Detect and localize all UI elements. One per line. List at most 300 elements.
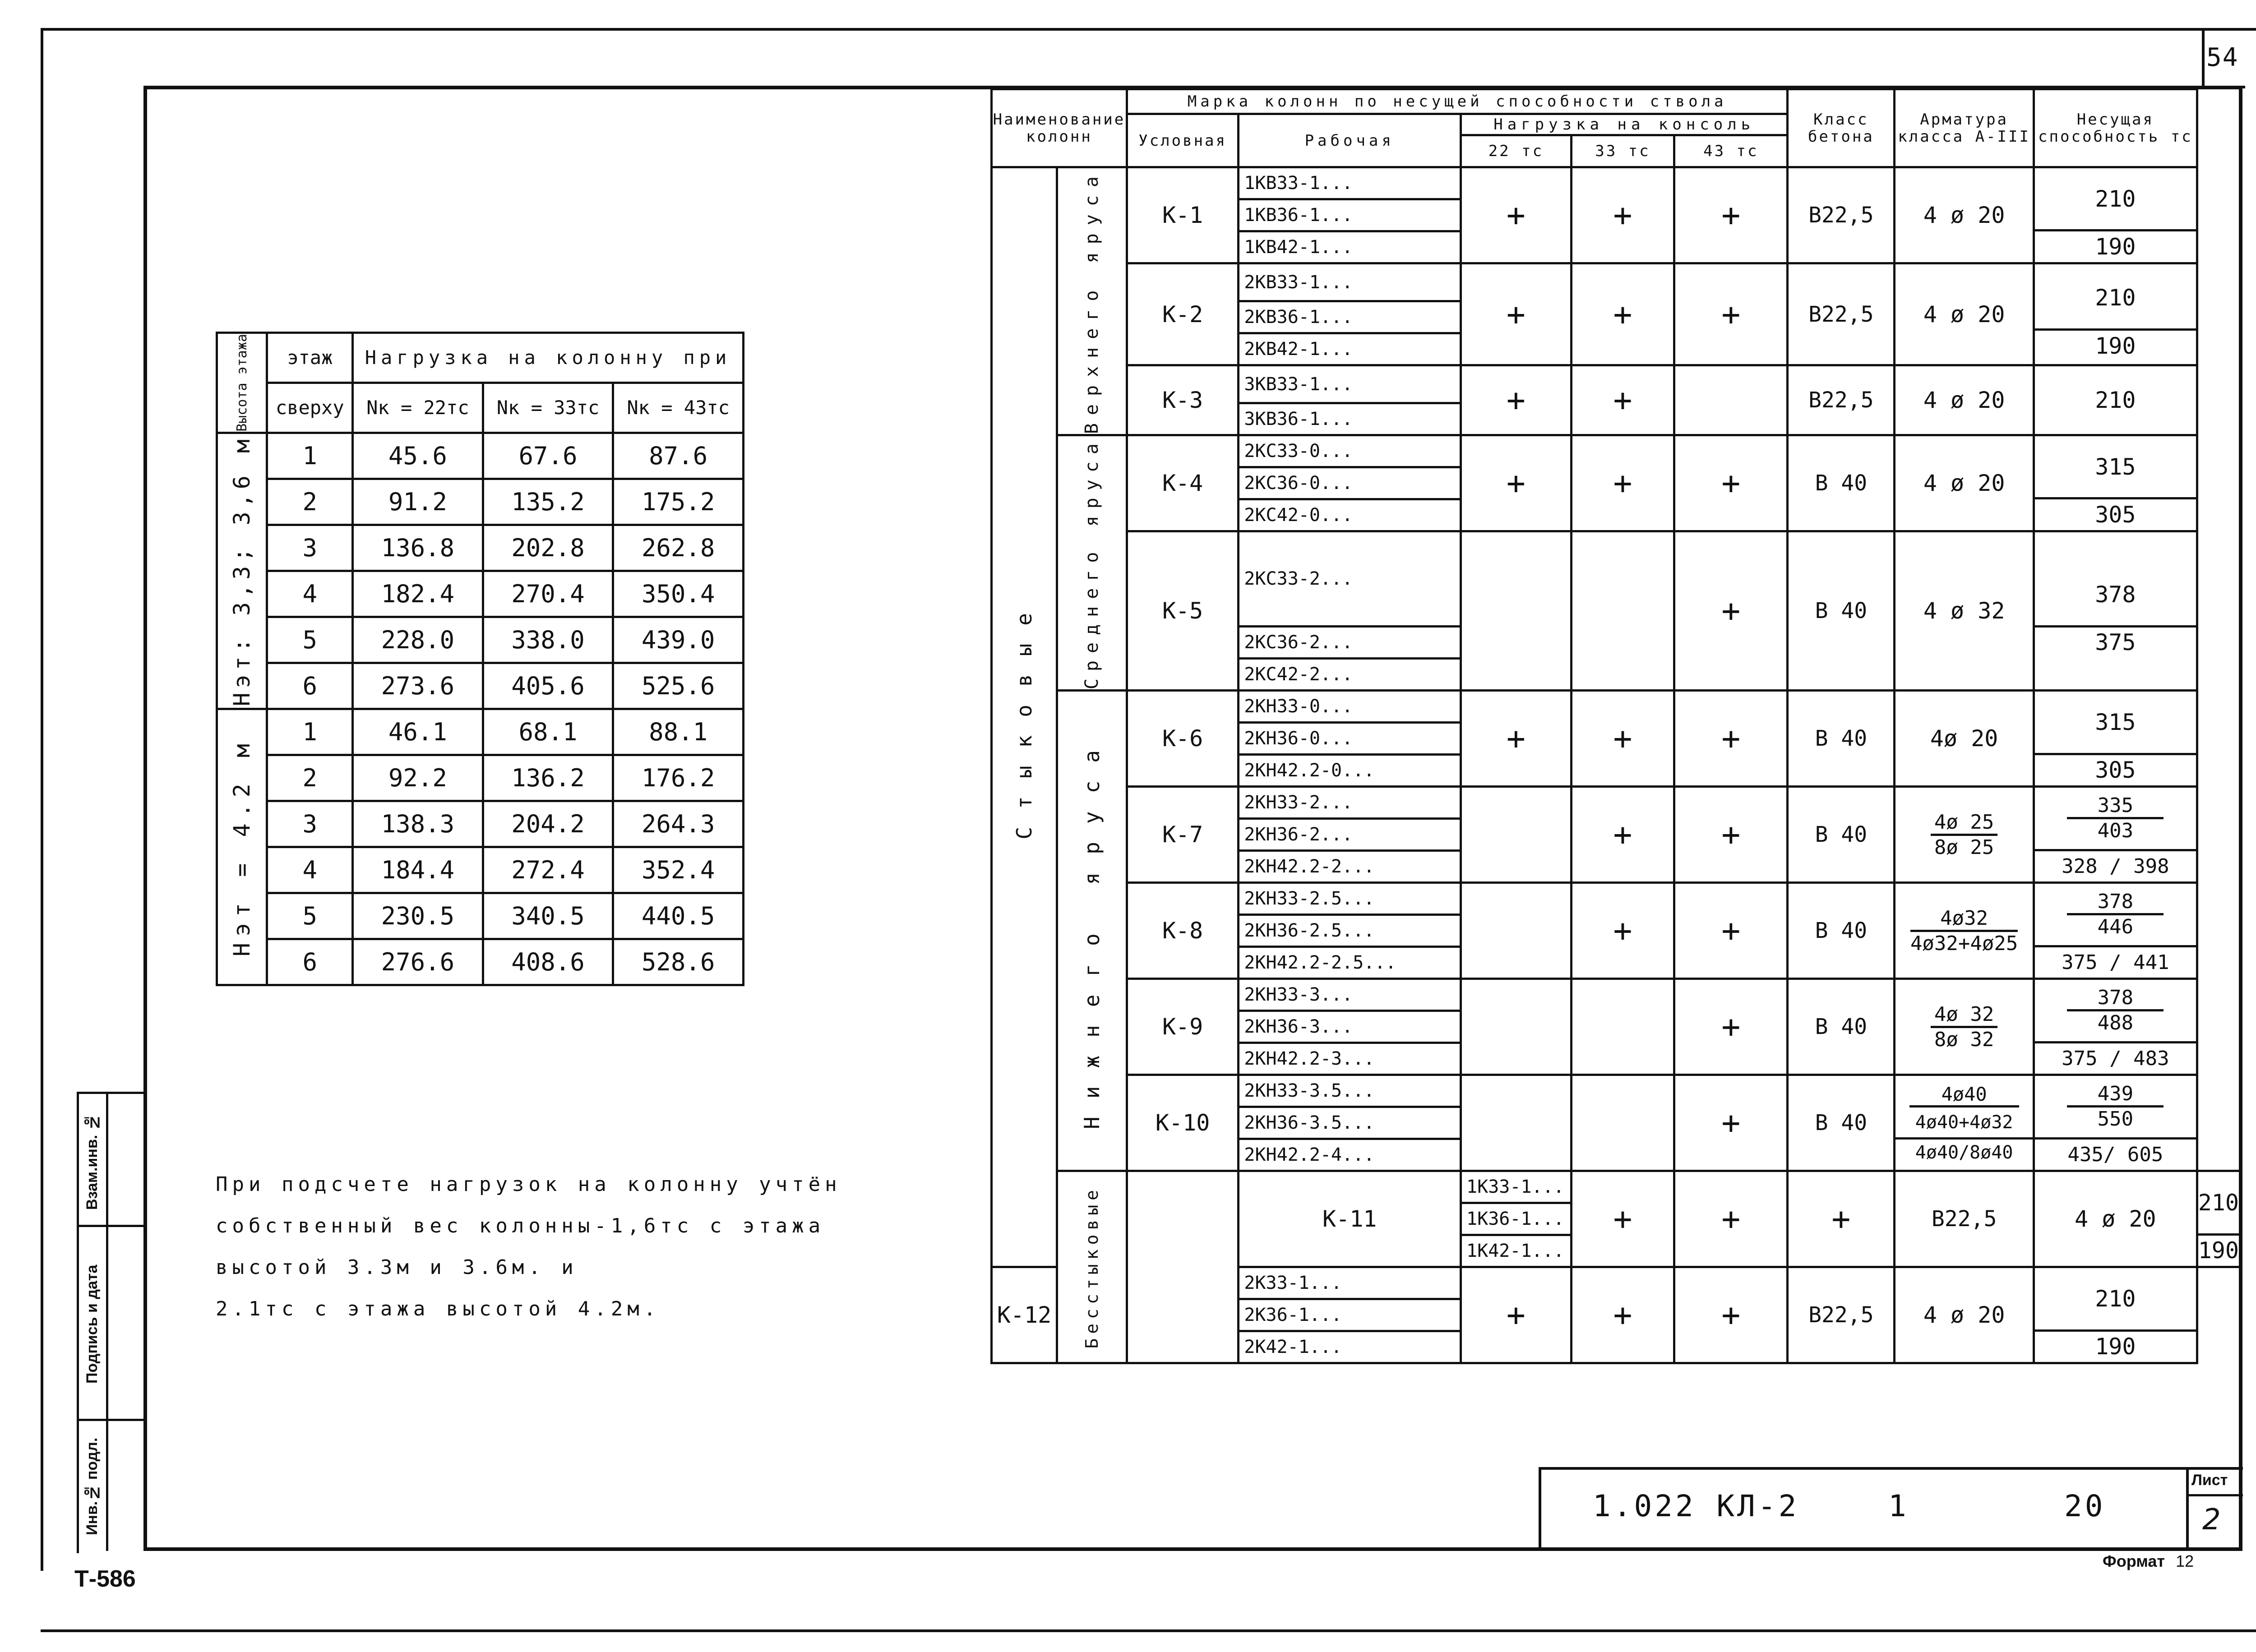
working-mark: 2КН33-0...: [1239, 691, 1461, 723]
capacity-cell: [2034, 365, 2197, 435]
console-load-c22: [1461, 531, 1572, 691]
load-table-header-row-1: [217, 333, 744, 383]
console-load-c22: +: [1461, 263, 1572, 365]
table-row: [217, 617, 744, 663]
table-row: [992, 691, 2240, 723]
header-floor-b: сверху: [267, 383, 353, 433]
console-load-c43: +: [1674, 263, 1788, 365]
header-n33: Nк = 33тс: [483, 383, 613, 433]
bottom-left-code: Т-586: [74, 1566, 136, 1592]
capacity-stack: [2035, 1268, 2196, 1362]
working-mark: 1КВ33-1...: [1239, 167, 1461, 199]
console-load-c33: +: [1571, 883, 1674, 979]
conditional-mark: К-10: [1127, 1075, 1239, 1171]
table-row: [992, 1171, 2240, 1203]
console-load-c43: +: [1674, 883, 1788, 979]
working-mark: 2КН42.2-4...: [1239, 1139, 1461, 1171]
capacity-stack: [2035, 884, 2196, 978]
capacity-cell: [2034, 787, 2197, 883]
working-mark: 2КН42.2-2.5...: [1239, 947, 1461, 979]
console-load-c33: [1571, 979, 1674, 1075]
capacity-stack: [2035, 788, 2196, 881]
format-value: 12: [2176, 1552, 2194, 1570]
concrete-class: В 40: [1788, 531, 1895, 691]
capacity-top: 210: [2198, 1189, 2239, 1216]
conditional-mark: К-6: [1127, 691, 1239, 787]
rebar-cell: [1895, 531, 2034, 691]
console-load-c33: +: [1571, 1267, 1674, 1363]
rebar-mid: 4ø40+4ø32: [1915, 1112, 2013, 1133]
floor-cell: 1: [267, 709, 353, 755]
header-floor-a: этаж: [267, 333, 353, 383]
floor-cell: 5: [267, 893, 353, 939]
rebar-fraction: [1931, 811, 1997, 859]
working-mark: 1К42-1...: [1461, 1235, 1572, 1267]
capacity-mid: 403: [2097, 819, 2134, 843]
load-cell: 184.4: [353, 847, 483, 893]
load-cell: 138.3: [353, 801, 483, 847]
rebar-top: 4ø40: [1909, 1083, 2019, 1107]
load-cell: 136.2: [483, 755, 613, 801]
concrete-class: В22,5: [1895, 1171, 2034, 1267]
capacity-cell: [2034, 263, 2197, 365]
rebar-top: 4ø 32: [1931, 1003, 1997, 1028]
floor-cell: 4: [267, 571, 353, 617]
load-cell: 182.4: [353, 571, 483, 617]
rebar-cell: [2034, 1171, 2197, 1267]
rebar-value: 4 ø 32: [1923, 598, 2005, 624]
rebar-value: 4 ø 20: [1923, 301, 2005, 328]
console-load-c22: [1461, 979, 1572, 1075]
load-cell: 338.0: [483, 617, 613, 663]
capacity-bot: 305: [2035, 753, 2196, 786]
table-row: [992, 1075, 2240, 1107]
rebar-cell: [1895, 883, 2034, 979]
note-line: собственный вес колонны-1,6тс с этажа: [216, 1214, 825, 1237]
side-stamp-label-original: Инв.№ подл.: [83, 1437, 101, 1536]
load-cell: 276.6: [353, 939, 483, 985]
console-load-c33: +: [1571, 263, 1674, 365]
working-mark: 2КН36-3.5...: [1239, 1107, 1461, 1139]
working-mark: 2КН42.2-2...: [1239, 851, 1461, 883]
table-row: [217, 433, 744, 479]
load-cell: 202.8: [483, 525, 613, 571]
header-n22: Nк = 22тс: [353, 383, 483, 433]
sheet-label: Лист: [2191, 1472, 2228, 1489]
capacity-top: 439: [2067, 1082, 2164, 1107]
capacity-cell: [2034, 167, 2197, 263]
load-cell: 176.2: [613, 755, 744, 801]
header-console-load: Нагрузка на консоль: [1461, 114, 1788, 135]
rebar-value: 4 ø 20: [1923, 470, 2005, 497]
side-stamp: [77, 1092, 147, 1553]
conditional-mark: К-4: [1127, 435, 1239, 531]
group-stykovye: [992, 167, 1057, 1267]
table-row: [217, 709, 744, 755]
header-22tc: 22 тс: [1461, 135, 1572, 167]
rebar-cell: [1895, 435, 2034, 531]
table-row: [992, 979, 2240, 1011]
capacity-bot: 305: [2035, 497, 2196, 530]
tier-lower: [1057, 691, 1127, 1171]
rebar-bot: 4ø32+4ø25: [1910, 932, 2018, 955]
header-floor-height: Высота этажа: [217, 333, 267, 433]
rebar-cell: [1895, 167, 2034, 263]
console-load-c43: +: [1674, 979, 1788, 1075]
table-row: [992, 263, 2240, 301]
concrete-class: В 40: [1788, 1075, 1895, 1171]
conditional-mark: К-3: [1127, 365, 1239, 435]
group1-height-label: Нэт: 3,3; 3,6 м: [217, 433, 267, 709]
group-stykovye-label: Стыковые: [1012, 595, 1036, 840]
header-mark: Марка колонн по несущей способности ствола: [1127, 89, 1788, 114]
note-line: При подсчете нагрузок на колонну учтён: [216, 1173, 841, 1196]
group-besstykovye: [1057, 1171, 1127, 1363]
working-mark: 2КС36-2...: [1239, 627, 1461, 659]
rebar-value: 4 ø 20: [1923, 1302, 2005, 1329]
column-marks-table: [990, 88, 2241, 1364]
table-row: [217, 755, 744, 801]
conditional-mark: К-7: [1127, 787, 1239, 883]
header-working: Рабочая: [1239, 114, 1461, 167]
working-mark: 2КН42.2-3...: [1239, 1043, 1461, 1075]
format-label-text: Формат: [2103, 1552, 2165, 1570]
calculation-note: [216, 1164, 892, 1330]
capacity-bot: 190: [2035, 1329, 2196, 1362]
working-mark: 2КС33-0...: [1239, 435, 1461, 467]
load-cell: 88.1: [613, 709, 744, 755]
table-row: [992, 167, 2240, 199]
table-row: [217, 847, 744, 893]
load-cell: 91.2: [353, 479, 483, 525]
capacity-bot: 328 / 398: [2035, 849, 2196, 882]
table-row: [992, 787, 2240, 819]
working-mark: 2КС42-2...: [1239, 659, 1461, 691]
note-line: высотой 3.3м и 3.6м. и: [216, 1256, 578, 1279]
tier-empty: [1127, 1171, 1239, 1363]
working-mark: 2КС36-0...: [1239, 467, 1461, 499]
capacity-top: 378: [2067, 986, 2164, 1011]
load-cell: 204.2: [483, 801, 613, 847]
console-load-c43: +: [1674, 167, 1788, 263]
capacity-cell: [2034, 1267, 2197, 1363]
floor-cell: 1: [267, 433, 353, 479]
capacity-cell: [2034, 435, 2197, 531]
conditional-mark: К-1: [1127, 167, 1239, 263]
console-load-c22: [1461, 883, 1572, 979]
load-cell: 87.6: [613, 433, 744, 479]
working-mark: 2КВ42-1...: [1239, 333, 1461, 365]
rebar-cell: [1895, 263, 2034, 365]
load-cell: 350.4: [613, 571, 744, 617]
capacity-bot: 375: [2035, 625, 2196, 658]
table-row: [217, 525, 744, 571]
working-mark: 2К36-1...: [1239, 1299, 1461, 1331]
floor-cell: 5: [267, 617, 353, 663]
console-load-c43: +: [1674, 1075, 1788, 1171]
load-cell: 408.6: [483, 939, 613, 985]
capacity-mid: 446: [2097, 915, 2134, 939]
capacity-stack: [2035, 1076, 2196, 1170]
capacity-cell: [2034, 979, 2197, 1075]
capacity-top: 378: [2067, 890, 2164, 915]
working-mark: 2КН33-2.5...: [1239, 883, 1461, 915]
table-row: [217, 939, 744, 985]
capacity-cell: [2197, 1171, 2240, 1267]
load-cell: 440.5: [613, 893, 744, 939]
rebar-cell: [1895, 1075, 2034, 1171]
capacity-stack: [2035, 564, 2196, 658]
format-label: [2103, 1552, 2194, 1571]
table-row: [992, 531, 2240, 627]
sheet-value: 2: [2202, 1503, 2221, 1537]
concrete-class: В22,5: [1788, 167, 1895, 263]
rebar-fraction: [1931, 1003, 1997, 1051]
working-mark: 2КВ36-1...: [1239, 301, 1461, 333]
rebar-value: 4 ø 20: [1923, 202, 2005, 228]
console-load-c33: +: [1571, 365, 1674, 435]
working-mark: 3КВ36-1...: [1239, 403, 1461, 435]
capacity-stack: [2198, 1172, 2239, 1266]
console-load-c33: +: [1571, 691, 1674, 787]
conditional-mark: К-9: [1127, 979, 1239, 1075]
load-cell: 92.2: [353, 755, 483, 801]
table-row: [217, 571, 744, 617]
console-load-c22: +: [1461, 1267, 1572, 1363]
working-mark: 2К42-1...: [1239, 1331, 1461, 1363]
tier-upper: [1057, 167, 1127, 435]
capacity-cell: [2034, 531, 2197, 691]
load-cell: 136.8: [353, 525, 483, 571]
load-cell: 352.4: [613, 847, 744, 893]
console-load-c43: +: [1674, 435, 1788, 531]
working-mark: 2К33-1...: [1239, 1267, 1461, 1299]
conditional-mark: К-12: [992, 1267, 1057, 1363]
capacity-bot: 190: [2198, 1233, 2239, 1266]
header-load: Нагрузка на колонну при: [353, 333, 744, 383]
sheet-box: [2186, 1467, 2243, 1548]
stamp-code: 1.022 КЛ-2: [1593, 1489, 1799, 1523]
capacity-stack: [2035, 980, 2196, 1074]
stamp-number: 20: [2064, 1489, 2106, 1523]
floor-cell: 4: [267, 847, 353, 893]
rebar-top: 4ø 25: [1931, 811, 1997, 836]
rebar-cell: [1895, 979, 2034, 1075]
rebar-value: 4 ø 20: [1923, 387, 2005, 414]
capacity-bot: 375 / 441: [2035, 945, 2196, 978]
side-stamp-label-signature: Подпись и дата: [83, 1264, 101, 1384]
note-line: 2.1тс с этажа высотой 4.2м.: [216, 1297, 661, 1320]
working-mark: 2КН33-3.5...: [1239, 1075, 1461, 1107]
conditional-mark: К-5: [1127, 531, 1239, 691]
working-mark: 2КС42-0...: [1239, 499, 1461, 531]
rebar-cell: [1895, 365, 2034, 435]
console-load-c22: +: [1461, 691, 1572, 787]
working-mark: 2КН36-2.5...: [1239, 915, 1461, 947]
side-stamp-label-replaced: Взам.инв. №: [83, 1113, 101, 1210]
tier-upper-label: Верхнего яруса: [1081, 168, 1102, 434]
load-cell: 528.6: [613, 939, 744, 985]
capacity-cell: [2034, 691, 2197, 787]
floor-cell: 2: [267, 479, 353, 525]
header-n43: Nк = 43тс: [613, 383, 744, 433]
floor-cell: 3: [267, 525, 353, 571]
working-mark: 1КВ42-1...: [1239, 231, 1461, 263]
capacity-top: 210: [2095, 1285, 2136, 1312]
load-cell: 68.1: [483, 709, 613, 755]
header-conditional: Условная: [1127, 114, 1239, 167]
working-mark: 2КН33-2...: [1239, 787, 1461, 819]
floor-cell: 3: [267, 801, 353, 847]
load-cell: 439.0: [613, 617, 744, 663]
load-cell: 270.4: [483, 571, 613, 617]
page-number: 54: [2206, 43, 2239, 72]
sheet-border-top: [41, 28, 2256, 31]
load-cell: 262.8: [613, 525, 744, 571]
working-mark: 2КН36-2...: [1239, 819, 1461, 851]
rebar-cell: [1895, 1267, 2034, 1363]
tier-middle-label: Среднего яруса: [1081, 436, 1102, 690]
console-load-c22: +: [1461, 435, 1572, 531]
table-row: [217, 479, 744, 525]
group2-height-label: Нэт = 4.2 м: [217, 709, 267, 985]
capacity-top: 315: [2095, 709, 2136, 735]
table-row: [217, 663, 744, 709]
tier-lower-label: Нижнего яруса: [1079, 732, 1104, 1130]
floor-cell: 2: [267, 755, 353, 801]
concrete-class: В 40: [1788, 787, 1895, 883]
capacity-top: 315: [2095, 453, 2136, 480]
capacity-top: 210: [2095, 387, 2136, 414]
working-mark: 2КН36-0...: [1239, 723, 1461, 755]
working-mark: 1К36-1...: [1461, 1203, 1572, 1235]
load-cell: 230.5: [353, 893, 483, 939]
group-besstykovye-label: Бесстыковые: [1082, 1185, 1102, 1349]
console-load-c22: +: [1461, 365, 1572, 435]
floor-load-table: [216, 332, 744, 986]
stamp-issue: 1: [1888, 1489, 1909, 1523]
table-row: [992, 365, 2240, 403]
conditional-mark: К-11: [1239, 1171, 1461, 1267]
working-mark: 1К33-1...: [1461, 1171, 1572, 1203]
floor-cell: 6: [267, 663, 353, 709]
capacity-bot: 375 / 483: [2035, 1041, 2196, 1074]
console-load-c22: [1461, 1075, 1572, 1171]
console-load-c22: [1461, 787, 1572, 883]
capacity-cell: [2034, 883, 2197, 979]
load-cell: 525.6: [613, 663, 744, 709]
capacity-cell: [2034, 1075, 2197, 1171]
table-row: [217, 893, 744, 939]
working-mark: 2КН42.2-0...: [1239, 755, 1461, 787]
load-cell: 405.6: [483, 663, 613, 709]
concrete-class: В22,5: [1788, 365, 1895, 435]
table-row: [992, 883, 2240, 915]
console-load-c33: +: [1674, 1171, 1788, 1267]
rebar-value: 4ø 20: [1930, 725, 1998, 752]
load-cell: 340.5: [483, 893, 613, 939]
concrete-class: В22,5: [1788, 263, 1895, 365]
console-load-c43: +: [1674, 787, 1788, 883]
conditional-mark: К-2: [1127, 263, 1239, 365]
load-table-header-row-2: [217, 383, 744, 433]
load-cell: 264.3: [613, 801, 744, 847]
header-name: Наименование колонн: [992, 89, 1127, 167]
console-load-c22: +: [1461, 167, 1572, 263]
header-rebar: Арматура класса А-III: [1895, 89, 2034, 167]
table-row: [217, 801, 744, 847]
working-mark: 2КВ33-1...: [1239, 263, 1461, 301]
rebar-bot: 8ø 25: [1934, 835, 1994, 859]
capacity-top: 210: [2095, 285, 2136, 311]
concrete-class: В 40: [1788, 979, 1895, 1075]
header-43tc: 43 тс: [1674, 135, 1788, 167]
capacity-stack: [2035, 268, 2196, 361]
capacity-stack: [2035, 369, 2196, 431]
console-load-c43: +: [1788, 1171, 1895, 1267]
capacity-top: 210: [2095, 185, 2136, 212]
capacity-top: 335: [2067, 794, 2164, 819]
console-load-c33: [1571, 1075, 1674, 1171]
header-33tc: 33 тс: [1571, 135, 1674, 167]
sheet-border-left: [41, 28, 43, 1571]
working-mark: 2КН33-3...: [1239, 979, 1461, 1011]
capacity-stack: [2035, 692, 2196, 785]
capacity-mid: 488: [2097, 1011, 2134, 1035]
capacity-stack: [2035, 168, 2196, 262]
load-cell: 46.1: [353, 709, 483, 755]
conditional-mark: К-8: [1127, 883, 1239, 979]
console-load-c33: [1571, 531, 1674, 691]
console-load-c43: +: [1674, 691, 1788, 787]
capacity-stack: [2035, 436, 2196, 530]
capacity-mid: 550: [2097, 1107, 2134, 1131]
capacity-bot: 190: [2035, 328, 2196, 361]
load-cell: 273.6: [353, 663, 483, 709]
console-load-c33: +: [1571, 787, 1674, 883]
capacity-bot: 190: [2035, 229, 2196, 262]
console-load-c43: +: [1674, 531, 1788, 691]
rebar-bot: 8ø 32: [1934, 1028, 1994, 1051]
capacity-bot: 435/ 605: [2035, 1137, 2196, 1170]
console-load-c33: +: [1571, 435, 1674, 531]
table-row: [992, 435, 2240, 467]
concrete-class: В 40: [1788, 435, 1895, 531]
capacity-top: 378: [2095, 581, 2136, 608]
sheet-border-bottom: [41, 1629, 2256, 1632]
console-load-c33: +: [1571, 167, 1674, 263]
header-concrete-class: Класс бетона: [1788, 89, 1895, 167]
console-load-c43: +: [1674, 1267, 1788, 1363]
header-capacity: Несущая способность тс: [2034, 89, 2197, 167]
load-cell: 45.6: [353, 433, 483, 479]
working-mark: 3КВ33-1...: [1239, 365, 1461, 403]
working-mark: 1КВ36-1...: [1239, 199, 1461, 231]
concrete-class: В22,5: [1788, 1267, 1895, 1363]
rebar-cell: [1895, 787, 2034, 883]
rebar-fraction: [1910, 907, 2018, 955]
tier-middle: [1057, 435, 1127, 691]
working-mark: 2КС33-2...: [1239, 531, 1461, 627]
floor-cell: 6: [267, 939, 353, 985]
working-mark: 2КН36-3...: [1239, 1011, 1461, 1043]
load-cell: 272.4: [483, 847, 613, 893]
concrete-class: В 40: [1788, 883, 1895, 979]
rebar-bot: 4ø40/8ø40: [1895, 1137, 2033, 1163]
main-header-row-1: [992, 89, 2240, 114]
rebar-top: 4ø32: [1910, 907, 2018, 932]
console-load-c43: [1674, 365, 1788, 435]
